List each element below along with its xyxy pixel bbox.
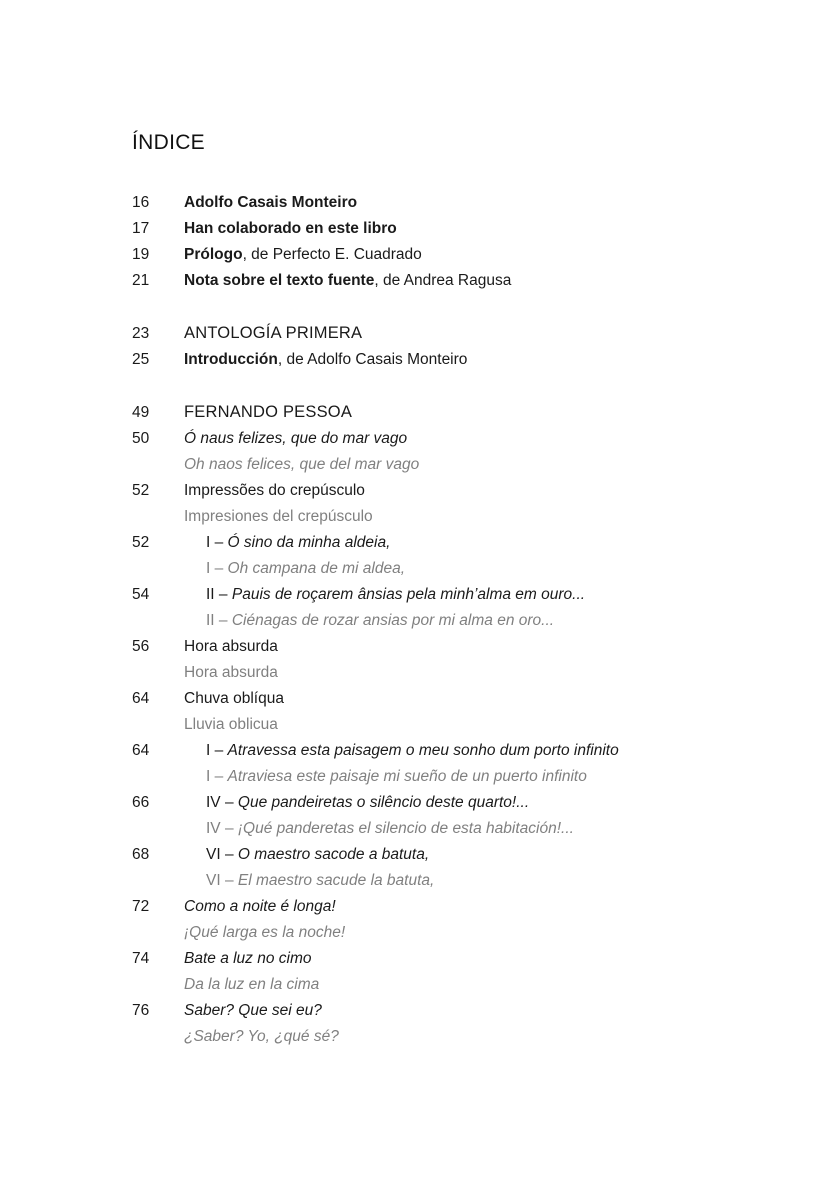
toc-row[interactable] bbox=[132, 868, 732, 894]
toc-entry bbox=[184, 868, 732, 894]
toc-entry bbox=[184, 190, 732, 216]
toc-group-list bbox=[132, 190, 732, 1050]
toc-entry bbox=[184, 920, 732, 946]
toc-row[interactable] bbox=[132, 790, 732, 816]
entry-title: ¡Qué panderetas el silencio de esta habitación!... bbox=[237, 820, 574, 837]
toc-row[interactable] bbox=[132, 920, 732, 946]
entry-title: Lluvia oblicua bbox=[184, 716, 278, 733]
toc-entry bbox=[184, 686, 732, 712]
toc-entry bbox=[184, 320, 732, 347]
toc-row[interactable] bbox=[132, 608, 732, 634]
page-number: 19 bbox=[132, 246, 150, 263]
toc-row[interactable] bbox=[132, 556, 732, 582]
entry-attribution: , de Adolfo Casais Monteiro bbox=[277, 351, 468, 368]
page-number: 56 bbox=[132, 638, 150, 655]
toc-group bbox=[132, 320, 732, 373]
toc-row[interactable] bbox=[132, 216, 732, 242]
toc-entry bbox=[184, 608, 732, 634]
entry-title: ¡Qué larga es la noche! bbox=[184, 924, 346, 941]
page-number: 68 bbox=[132, 846, 150, 863]
toc-row[interactable] bbox=[132, 998, 732, 1024]
entry-numeral: I – bbox=[206, 560, 228, 577]
toc-entry bbox=[184, 660, 732, 686]
entry-title: Saber? Que sei eu? bbox=[184, 1002, 322, 1019]
page-number: 72 bbox=[132, 898, 150, 915]
toc-entry bbox=[184, 452, 732, 478]
toc-entry bbox=[184, 478, 732, 504]
toc-entry bbox=[184, 790, 732, 816]
entry-numeral: IV – bbox=[206, 820, 238, 837]
page-title: ÍNDICE bbox=[132, 131, 205, 154]
toc-row[interactable] bbox=[132, 268, 732, 294]
toc-group bbox=[132, 399, 732, 1050]
page-number: 49 bbox=[132, 404, 150, 421]
entry-title: Impresiones del crepúsculo bbox=[184, 508, 373, 525]
toc-row[interactable] bbox=[132, 582, 732, 608]
entry-title: Oh naos felices, que del mar vago bbox=[184, 456, 420, 473]
entry-title: Hora absurda bbox=[184, 638, 278, 655]
page-number: 50 bbox=[132, 430, 150, 447]
table-of-contents bbox=[132, 130, 732, 1050]
entry-title: Atraviesa este paisaje mi sueño de un puerto infinito bbox=[227, 768, 587, 785]
toc-entry bbox=[184, 946, 732, 972]
entry-title: Oh campana de mi aldea, bbox=[227, 560, 406, 577]
toc-row[interactable] bbox=[132, 399, 732, 426]
toc-row[interactable] bbox=[132, 320, 732, 347]
toc-entry bbox=[184, 842, 732, 868]
toc-row[interactable] bbox=[132, 242, 732, 268]
toc-entry bbox=[184, 399, 732, 426]
toc-entry bbox=[184, 530, 732, 556]
entry-title: ANTOLOGÍA PRIMERA bbox=[184, 324, 363, 342]
entry-numeral: I – bbox=[206, 768, 228, 785]
toc-entry bbox=[184, 1024, 732, 1050]
toc-row[interactable] bbox=[132, 660, 732, 686]
page-number: 64 bbox=[132, 690, 150, 707]
entry-title: Ciénagas de rozar ansias por mi alma en oro... bbox=[231, 612, 555, 629]
toc-entry bbox=[184, 582, 732, 608]
page-number: 66 bbox=[132, 794, 150, 811]
entry-numeral: IV – bbox=[206, 794, 238, 811]
toc-entry bbox=[184, 972, 732, 998]
toc-row[interactable] bbox=[132, 894, 732, 920]
entry-title: Atravessa esta paisagem o meu sonho dum porto infinito bbox=[227, 742, 619, 759]
toc-row[interactable] bbox=[132, 972, 732, 998]
toc-entry bbox=[184, 426, 732, 452]
toc-entry bbox=[184, 634, 732, 660]
toc-row[interactable] bbox=[132, 478, 732, 504]
toc-row[interactable] bbox=[132, 1024, 732, 1050]
toc-row[interactable] bbox=[132, 686, 732, 712]
entry-title: Nota sobre el texto fuente bbox=[184, 272, 375, 289]
toc-entry bbox=[184, 504, 732, 530]
entry-title: Chuva oblíqua bbox=[184, 690, 284, 707]
toc-entry bbox=[184, 242, 732, 268]
entry-title: Bate a luz no cimo bbox=[184, 950, 312, 967]
toc-row[interactable] bbox=[132, 426, 732, 452]
entry-attribution: , de Perfecto E. Cuadrado bbox=[242, 246, 422, 263]
entry-attribution: , de Andrea Ragusa bbox=[374, 272, 512, 289]
toc-row[interactable] bbox=[132, 764, 732, 790]
page-number: 76 bbox=[132, 1002, 150, 1019]
toc-row[interactable] bbox=[132, 530, 732, 556]
entry-title: Como a noite é longa! bbox=[184, 898, 336, 915]
toc-entry bbox=[184, 738, 732, 764]
page-number: 23 bbox=[132, 325, 150, 342]
toc-row[interactable] bbox=[132, 738, 732, 764]
entry-numeral: II – bbox=[206, 586, 232, 603]
entry-title: Han colaborado en este libro bbox=[184, 220, 397, 237]
page-number: 21 bbox=[132, 272, 150, 289]
toc-row[interactable] bbox=[132, 452, 732, 478]
entry-title: ¿Saber? Yo, ¿qué sé? bbox=[184, 1028, 339, 1045]
entry-title: FERNANDO PESSOA bbox=[184, 403, 353, 421]
toc-entry bbox=[184, 268, 732, 294]
entry-title: Adolfo Casais Monteiro bbox=[184, 194, 358, 211]
entry-title: Ó sino da minha aldeia, bbox=[227, 534, 391, 551]
entry-numeral: VI – bbox=[206, 872, 238, 889]
toc-row[interactable] bbox=[132, 634, 732, 660]
page-number: 54 bbox=[132, 586, 150, 603]
toc-row[interactable] bbox=[132, 712, 732, 738]
toc-entry bbox=[184, 894, 732, 920]
entry-numeral: II – bbox=[206, 612, 232, 629]
toc-row[interactable] bbox=[132, 842, 732, 868]
toc-entry bbox=[184, 216, 732, 242]
toc-row[interactable] bbox=[132, 190, 732, 216]
toc-row[interactable] bbox=[132, 816, 732, 842]
page-number: 74 bbox=[132, 950, 150, 967]
entry-title: El maestro sacude la batuta, bbox=[237, 872, 435, 889]
page-number: 52 bbox=[132, 482, 150, 499]
toc-entry bbox=[184, 998, 732, 1024]
entry-title: Da la luz en la cima bbox=[184, 976, 320, 993]
toc-entry bbox=[184, 764, 732, 790]
page-number: 64 bbox=[132, 742, 150, 759]
entry-title: O maestro sacode a batuta, bbox=[237, 846, 430, 863]
entry-numeral: VI – bbox=[206, 846, 238, 863]
toc-row[interactable] bbox=[132, 347, 732, 373]
toc-entry bbox=[184, 712, 732, 738]
entry-numeral: I – bbox=[206, 742, 228, 759]
entry-title: Prólogo bbox=[184, 246, 243, 263]
toc-group bbox=[132, 190, 732, 294]
page-number: 17 bbox=[132, 220, 150, 237]
entry-numeral: I – bbox=[206, 534, 228, 551]
toc-row[interactable] bbox=[132, 504, 732, 530]
toc-row[interactable] bbox=[132, 946, 732, 972]
entry-title: Hora absurda bbox=[184, 664, 278, 681]
page-number: 52 bbox=[132, 534, 150, 551]
toc-entry bbox=[184, 347, 732, 373]
entry-title: Introducción bbox=[184, 351, 278, 368]
entry-title: Ó naus felizes, que do mar vago bbox=[184, 430, 408, 447]
entry-title: Impressões do crepúsculo bbox=[184, 482, 365, 499]
entry-title: Que pandeiretas o silêncio deste quarto!... bbox=[237, 794, 530, 811]
page-number: 16 bbox=[132, 194, 150, 211]
toc-entry bbox=[184, 556, 732, 582]
page-number: 25 bbox=[132, 351, 150, 368]
entry-title: Pauis de roçarem ânsias pela minh’alma em ouro... bbox=[231, 586, 586, 603]
toc-entry bbox=[184, 816, 732, 842]
